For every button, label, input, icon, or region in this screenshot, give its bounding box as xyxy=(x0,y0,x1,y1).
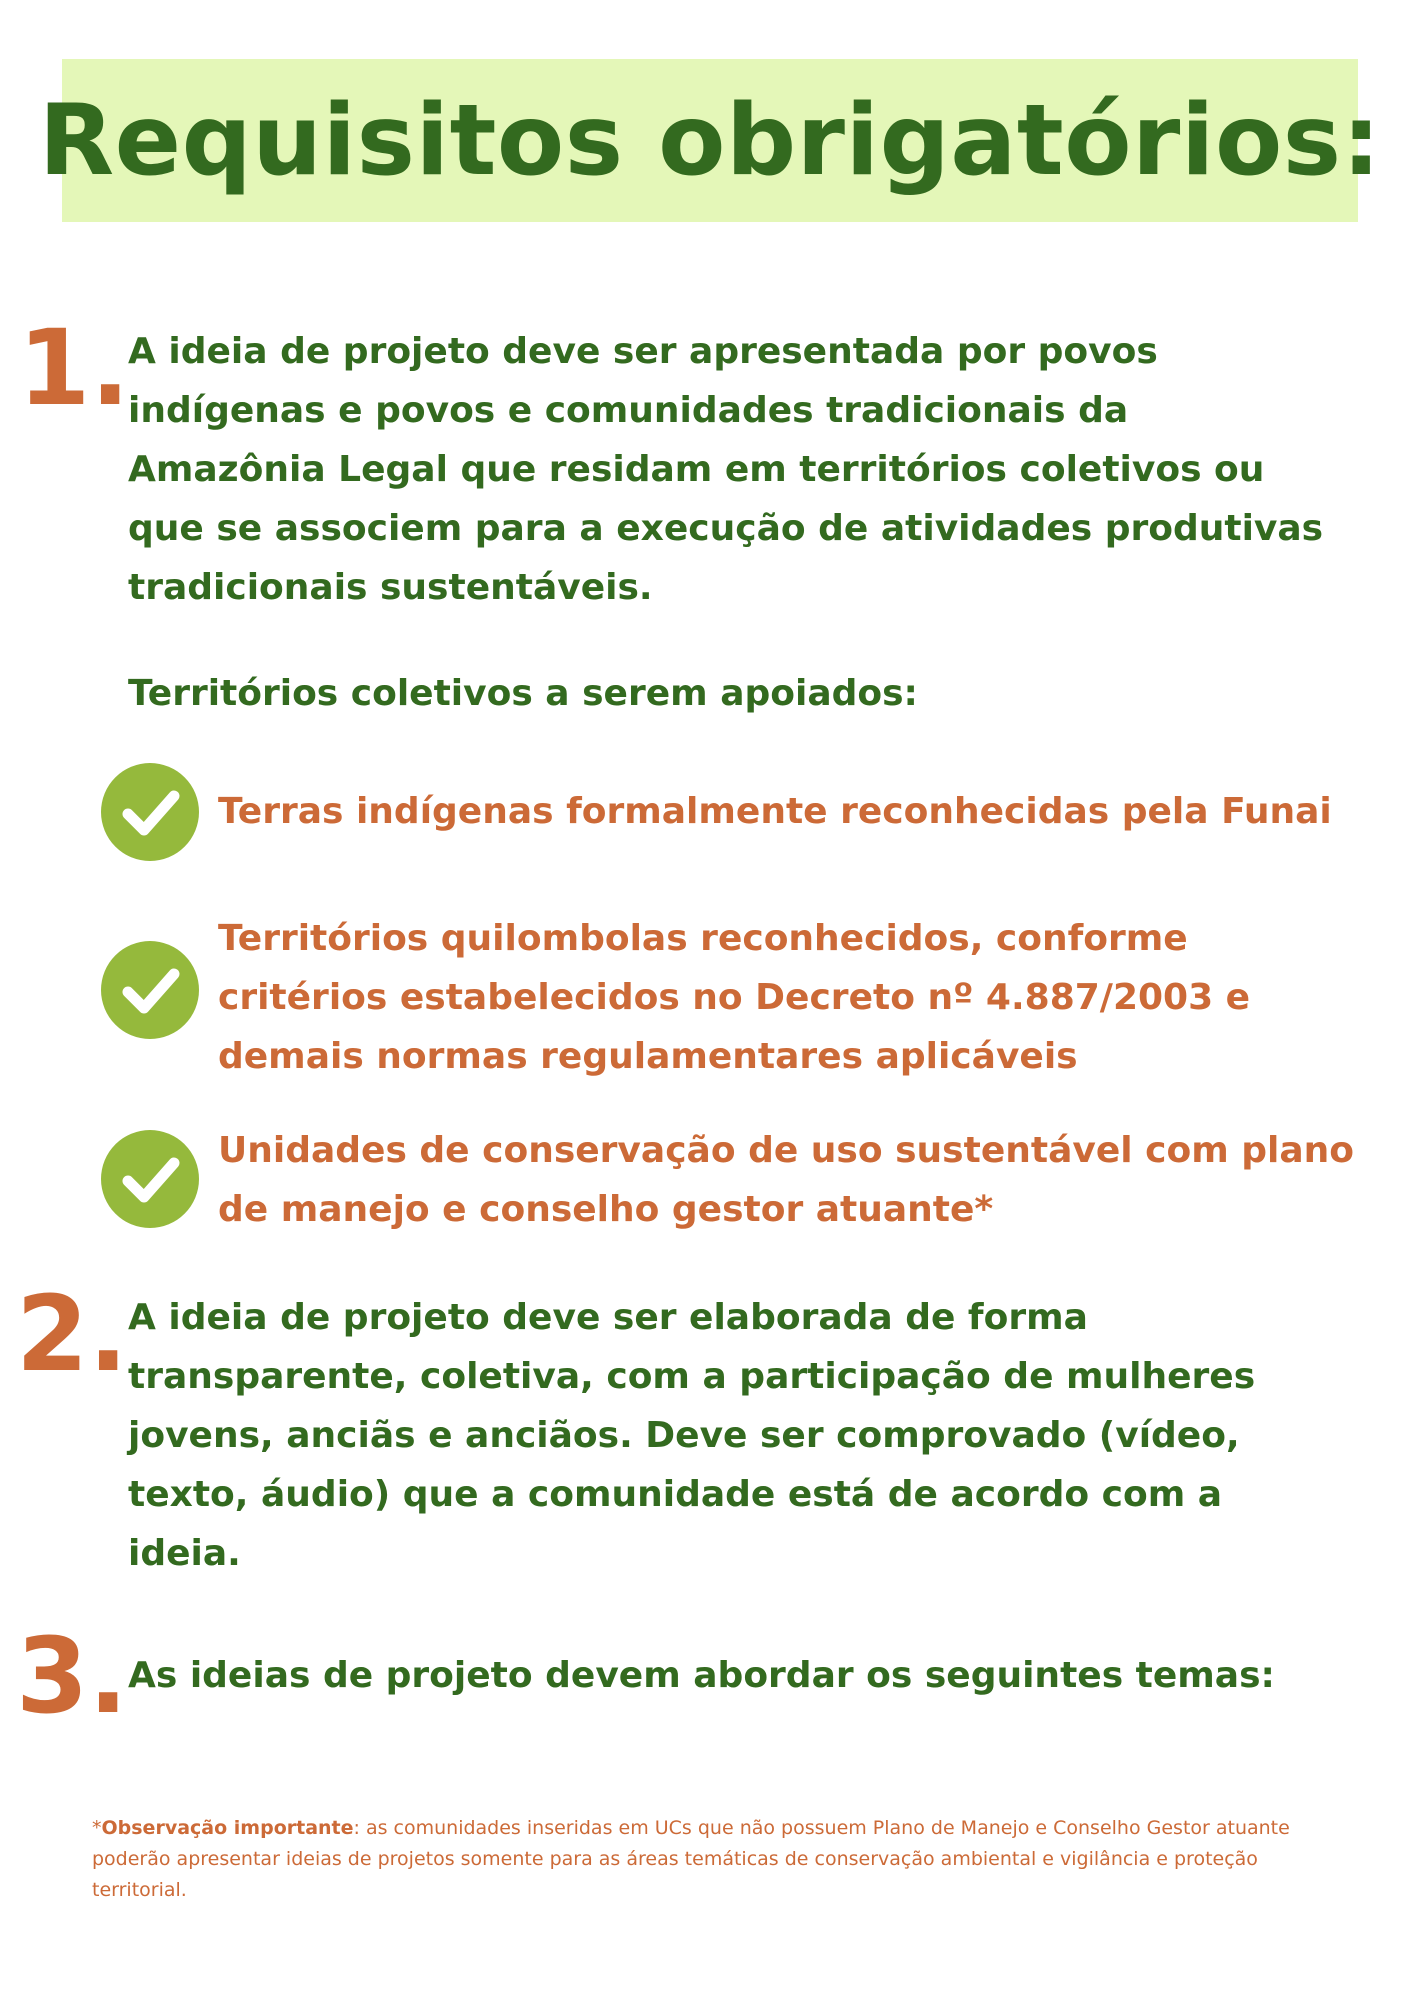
check-circle-icon xyxy=(101,763,199,861)
footnote-text: : as comunidades inseridas em UCs que não possuem Plano de Manejo e Conselho Gestor atuante poderão apresentar ideias de projetos somente para as áreas temáticas de conservação ambiental e vigilância e proteção territorial. xyxy=(92,1817,1290,1901)
check-circle-icon xyxy=(101,1130,199,1228)
footnote-label: Observação importante xyxy=(101,1817,354,1839)
territory-item-3: Unidades de conservação de uso sustentável com plano de manejo e conselho gestor atuante* xyxy=(218,1130,1355,1230)
territory-item-1: Terras indígenas formalmente reconhecidas pela Funai xyxy=(218,791,1332,832)
footnote xyxy=(92,1813,1332,1906)
territory-item-2: Territórios quilombolas reconhecidos, conforme critérios estabelecidos no Decreto nº 4.887/2003 e demais normas regulamentares aplicáveis xyxy=(218,918,1251,1077)
territories-subheading: Territórios coletivos a serem apoiados: xyxy=(128,673,918,714)
item-text-1: A ideia de projeto deve ser apresentada por povos indígenas e povos e comunidades tradicionais da Amazônia Legal que residam em territórios coletivos ou que se associem para a execução de atividades produtivas tradicionais sustentáveis. xyxy=(128,331,1324,608)
page-title: Requisitos obrigatórios: xyxy=(38,83,1382,198)
title-banner xyxy=(38,59,1382,222)
footnote-asterisk: * xyxy=(92,1817,102,1839)
item-number-2: 2. xyxy=(16,1273,128,1395)
item-number-3: 3. xyxy=(16,1615,128,1737)
check-circle-icon xyxy=(101,941,199,1039)
item-number-1: 1. xyxy=(18,307,130,429)
item-text-2: A ideia de projeto deve ser elaborada de forma transparente, coletiva, com a participação de mulheres jovens, anciãs e anciãos. Deve ser comprovado (vídeo, texto, áudio) que a comunidade está de acordo com a ideia. xyxy=(128,1297,1256,1574)
item-text-3: As ideias de projeto devem abordar os seguintes temas: xyxy=(128,1655,1275,1696)
